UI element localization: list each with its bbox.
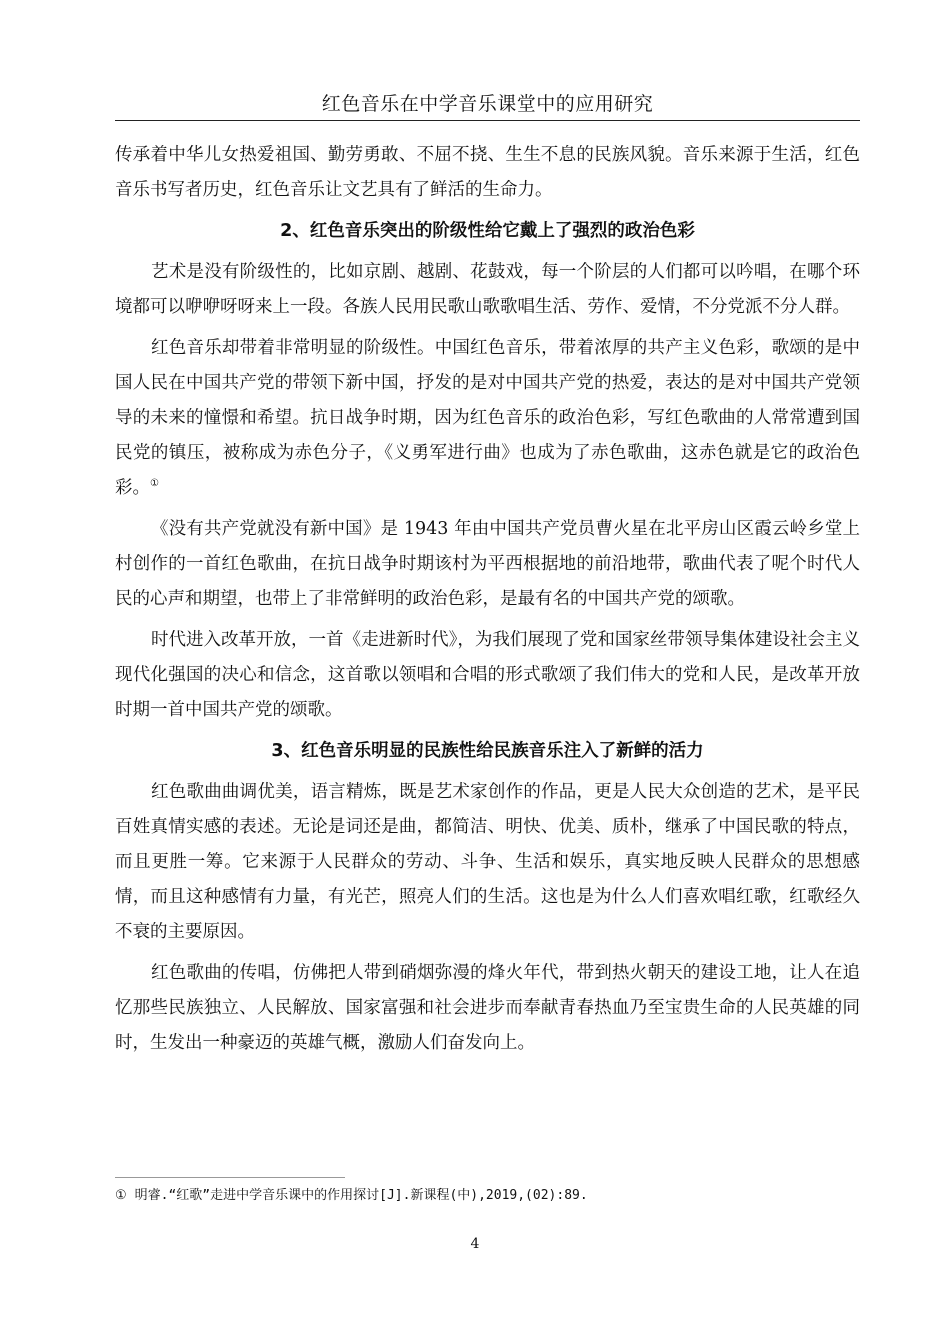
paragraph-art-class: 艺术是没有阶级性的，比如京剧、越剧、花鼓戏，每一个阶层的人们都可以吟唱，在哪个环境都可以咿咿呀呀来上一段。各族人民用民歌山歌歌唱生活、劳作、爱情，不分党派不分人群。 bbox=[115, 262, 860, 317]
paragraph-continued: 传承着中华儿女热爱祖国、勤劳勇敢、不屈不挠、生生不息的民族风貌。音乐来源于生活，红色音乐书写者历史，红色音乐让文艺具有了鲜活的生命力。 bbox=[115, 145, 860, 200]
footnote-reference[interactable]: ① bbox=[150, 478, 159, 490]
paragraph-red-music-class-text: 红色音乐却带着非常明显的阶级性。中国红色音乐，带着浓厚的共产主义色彩，歌颂的是中国人民在中国共产党的带领下新中国，抒发的是对中国共产党的热爱，表达的是对中国共产党领导的未来的憧憬和希望。抗日战争时期，因为红色音乐的政治色彩，写红色歌曲的人常常遭到国民党的镇压，被称成为赤色分子，《义勇军进行曲》也成为了赤色歌曲，这赤色就是它的政治色彩。 bbox=[115, 338, 860, 498]
page-number: 4 bbox=[470, 1236, 480, 1252]
page-body bbox=[115, 138, 860, 1067]
paragraph-new-era-song: 时代进入改革开放，一首《走进新时代》，为我们展现了党和国家丝带领导集体建设社会主义现代化强国的决心和信念，这首歌以领唱和合唱的形式歌颂了我们伟大的党和人民，是改革开放时期一首中国共产党的颂歌。 bbox=[115, 630, 860, 720]
running-header-title: 红色音乐在中学音乐课堂中的应用研究 bbox=[321, 93, 654, 115]
footnote-divider bbox=[115, 1177, 345, 1178]
paragraph-red-music-class bbox=[115, 331, 860, 506]
paragraph-singing: 红色歌曲的传唱，仿佛把人带到硝烟弥漫的烽火年代，带到热火朝天的建设工地，让人在追忆那些民族独立、人民解放、国家富强和社会进步而奉献青春热血乃至宝贵生命的人民英雄的同时，生发出一种豪迈的英雄气概，激励人们奋发向上。 bbox=[115, 963, 860, 1053]
footnote bbox=[115, 1186, 860, 1206]
running-header bbox=[115, 90, 860, 121]
footnote-mark: ① bbox=[115, 1188, 127, 1203]
paragraph-melody: 红色歌曲曲调优美，语言精炼，既是艺术家创作的作品，更是人民大众创造的艺术，是平民百姓真情实感的表述。无论是词还是曲，都简洁、明快、优美、质朴，继承了中国民歌的特点，而且更胜一筹。它来源于人民群众的劳动、斗争、生活和娱乐，真实地反映人民群众的思想感情，而且这种感情有力量，有光芒，照亮人们的生活。这也是为什么人们喜欢唱红歌，红歌经久不衰的主要原因。 bbox=[115, 782, 860, 942]
paragraph-no-communist-party-song: 《没有共产党就没有新中国》是 1943 年由中国共产党员曹火星在北平房山区霞云岭乡堂上村创作的一首红色歌曲，在抗日战争时期该村为平西根据地的前沿地带，歌曲代表了呢个时代人民的心声和期望，也带上了非常鲜明的政治色彩，是最有名的中国共产党的颂歌。 bbox=[115, 519, 860, 609]
footnote-text: 明睿.“红歌”走进中学音乐课中的作用探讨[J].新课程(中),2019,(02):89. bbox=[134, 1188, 588, 1203]
section-heading-3: 3、红色音乐明显的民族性给民族音乐注入了新鲜的活力 bbox=[271, 741, 704, 761]
section-heading-2: 2、红色音乐突出的阶级性给它戴上了强烈的政治色彩 bbox=[280, 221, 695, 241]
